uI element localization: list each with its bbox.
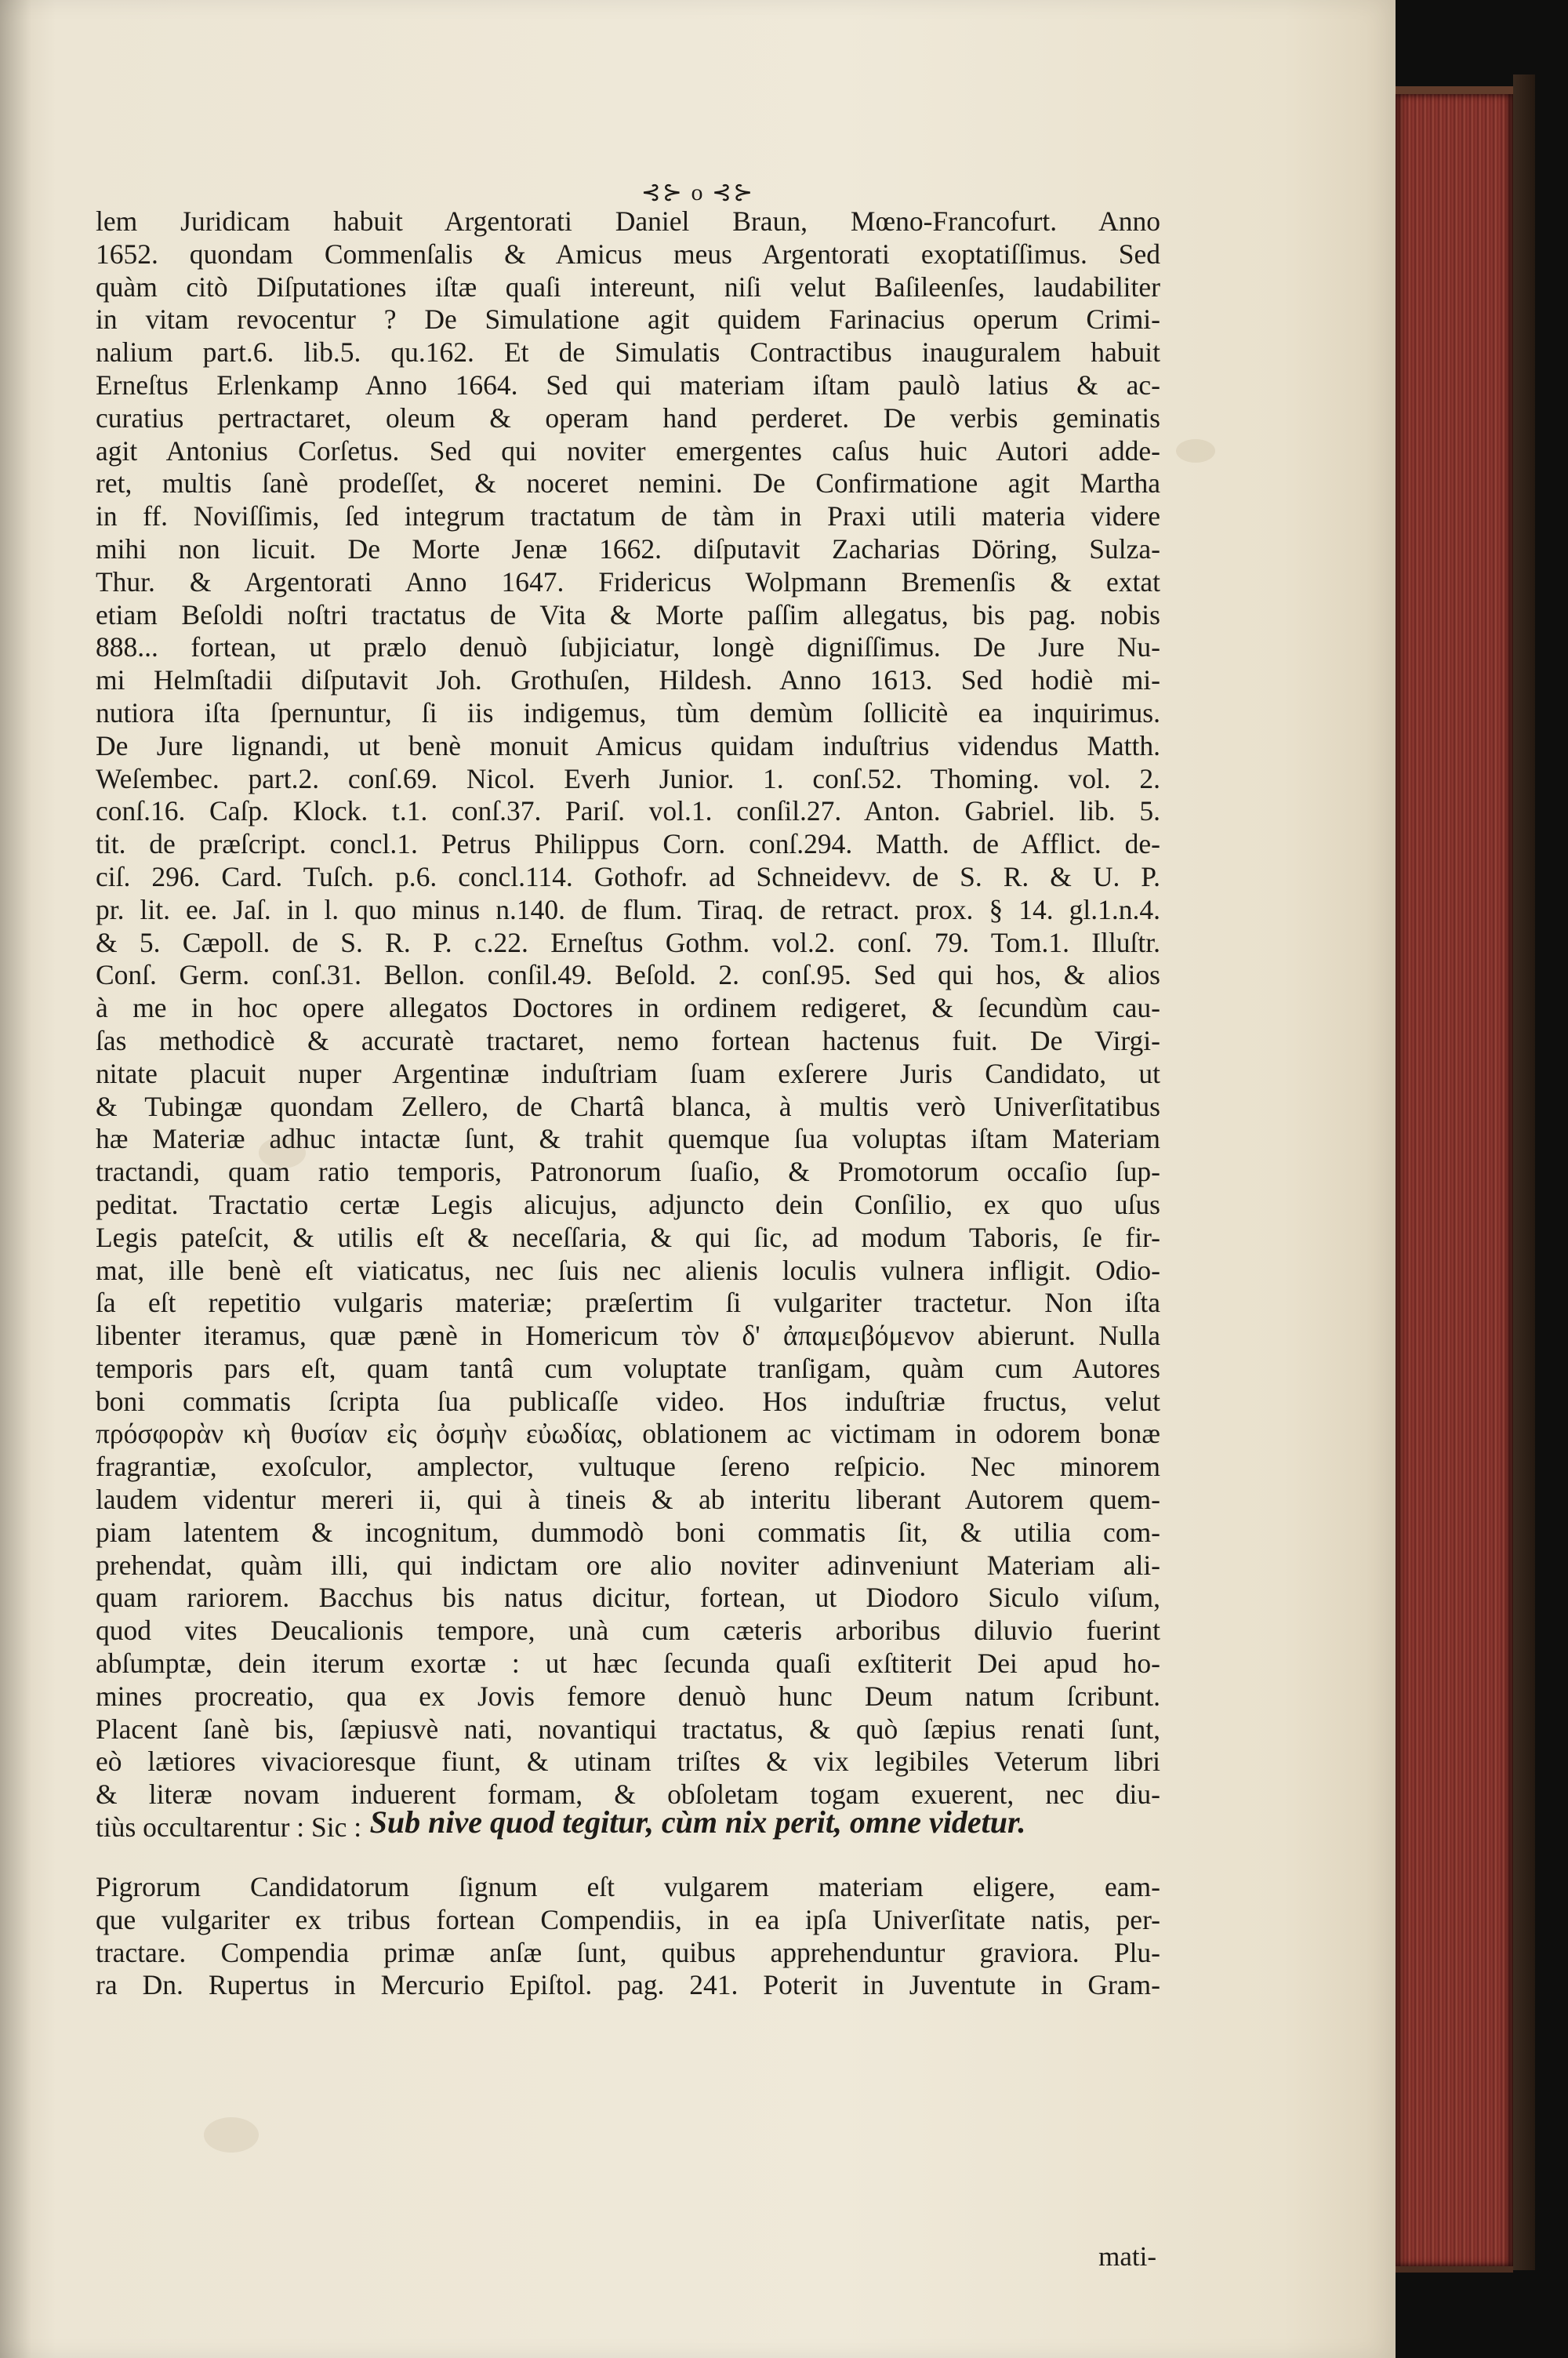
text-line: nutiora iſta ſpernuntur, ſi iis indigemus, tùm demùm ſollicitè ea inquirimus. [96,696,1160,728]
text-line: De Jure lignandi, ut benè monuit Amicus quidam induſtrius videndus Matth. [96,729,1160,761]
text-line: nalium part.6. lib.5. qu.162. Et de Simulatis Contractibus inauguralem habuit [96,336,1160,369]
text-line: Conſ. Germ. conſ.31. Bellon. conſil.49. Beſold. 2. conſ.95. Sed qui hos, & alios [96,959,1160,991]
foxing-spot [1176,439,1215,463]
text-line: quod vites Deucalionis tempore, unà cum cæteris arboribus diluvio fuerint [96,1615,1160,1647]
text-line: etiam Beſoldi noſtri tractatus de Vita & Morte paſſim allegatus, bis pag. nobis [96,598,1160,630]
closing-text-block [96,1871,1160,2002]
text-line: in vitam revocentur ? De Simulatione agit quidem Farinacius operum Crimi- [96,303,1160,336]
text-line: boni commatis ſcripta ſua publicaſſe video. Hos induſtriæ fructus, velut [96,1385,1160,1417]
text-line: ciſ. 296. Card. Tuſch. p.6. concl.114. Gothofr. ad Schneidevv. de S. R. & U. P. [96,860,1160,892]
text-line: ra Dn. Rupertus in Mercurio Epiſtol. pag. 241. Poterit in Juventute in Gram- [96,1969,1160,2001]
text-line: 888... fortean, ut prælo denuò ſubjiciatur, longè digniſſimus. De Jure Nu- [96,631,1160,663]
catchword: mati- [1098,2241,1156,2272]
text-line: agit Antonius Corſetus. Sed qui noviter emergentes caſus huic Autori adde- [96,434,1160,467]
text-line: libenter iteramus, quæ pænè in Homericum τὸν δ' ἀπαμειβόμενον abierunt. Nulla [96,1320,1160,1352]
text-line: lem Juridicam habuit Argentorati Daniel Braun, Mœno-Francofurt. Anno [96,205,1160,237]
text-line: Thur. & Argentorati Anno 1647. Fridericus Wolpmann Bremenſis & extat [96,565,1160,598]
text-line: curatius pertractaret, oleum & operam hand perderet. De verbis geminatis [96,401,1160,434]
text-line: Placent ſanè bis, ſæpiusvè nati, novantiqui tractatus, & quò ſæpius renati ſunt, [96,1713,1160,1745]
text-line: ſas methodicè & accuratè tractaret, nemo fortean hactenus fuit. De Virgi- [96,1024,1160,1056]
text-line: temporis pars eſt, quam tantâ cum voluptate tranſigam, quàm cum Autores [96,1352,1160,1384]
text-line: Erneſtus Erlenkamp Anno 1664. Sed qui materiam iſtam paulò latius & ac- [96,369,1160,401]
text-line: & literæ novam induerent formam, & obſoletam togam exuerent, nec diu- [96,1778,1160,1811]
text-line: mi Helmſtadii diſputavit Joh. Grothuſen, Hildesh. Anno 1613. Sed hodiè mi- [96,664,1160,696]
page-block-edge [1396,86,1513,2273]
text-line: eò lætiores vivacioresque fiunt, & utinam triſtes & vix legibiles Veterum libri [96,1746,1160,1778]
text-line: que vulgariter ex tribus fortean Compendiis, in ea ipſa Univerſitate natis, per- [96,1903,1160,1935]
text-line: nitate placuit nuper Argentinæ induſtriam ſuam exſerere Juris Candidato, ut [96,1057,1160,1089]
text-line: hæ Materiæ adhuc intactæ ſunt, & trahit quemque ſua voluptas iſtam Materiam [96,1123,1160,1155]
text-line: conſ.16. Caſp. Klock. t.1. conſ.37. Pariſ. vol.1. conſil.27. Anton. Gabriel. lib. 5. [96,795,1160,827]
text-line: tractare. Compendia primæ anſæ ſunt, quibus apprehenduntur graviora. Plu- [96,1936,1160,1968]
text-line: peditat. Tractatio certæ Legis alicujus, adjuncto dein Conſilio, ex quo uſus [96,1188,1160,1220]
text-line: ret, multis ſanè prodeſſet, & noceret nemini. De Confirmatione agit Martha [96,467,1160,500]
text-line: tiùs occultarentur : Sic : [96,1811,362,1844]
text-line: in ff. Noviſſimis, ſed integrum tractatum de tàm in Praxi utili materia videre [96,500,1160,532]
text-line: quam rariorem. Bacchus bis natus dicitur, fortean, ut Diodoro Siculo viſum, [96,1582,1160,1614]
text-line: Weſembec. part.2. conſ.69. Nicol. Everh Junior. 1. conſ.52. Thoming. vol. 2. [96,762,1160,794]
text-line: mat, ille benè eſt viaticatus, nec ſuis nec alienis loculis vulnera infligit. Odio- [96,1254,1160,1286]
text-line: & 5. Cæpoll. de S. R. P. c.22. Erneſtus Gothm. vol.2. conſ. 79. Tom.1. Illuſtr. [96,926,1160,958]
gutter-shadow [0,0,31,2358]
text-line: piam latentem & incognitum, dummodò boni commatis ſit, & utilia com- [96,1516,1160,1548]
text-line: Pigrorum Candidatorum ſignum eſt vulgarem materiam eligere, eam- [96,1871,1160,1902]
text-line: ſa eſt repetitio vulgaris materiæ; præſertim ſi vulgariter tractetur. Non iſta [96,1287,1160,1319]
text-line: à me in hoc opere allegatos Doctores in ordinem redigeret, & ſecundùm cau- [96,992,1160,1024]
text-line: prehendat, quàm illi, qui indictam ore alio noviter adinveniunt Materiam ali- [96,1549,1160,1581]
text-line: Legis pateſcit, & utilis eſt & neceſſaria, & qui ſic, ad modum Taboris, ſe fir- [96,1221,1160,1253]
text-line: quàm citò Diſputationes iſtæ quaſi intereunt, niſi velut Baſileenſes, laudabiliter [96,271,1160,303]
text-line: mihi non licuit. De Morte Jenæ 1662. diſputavit Zacharias Döring, Sulza- [96,532,1160,565]
text-line: πρόσφορὰν κὴ θυσίαν εἰς ὀσμὴν εὐωδίας, oblationem ac victimam in odorem bonæ [96,1418,1160,1450]
main-text-block [96,205,1160,1844]
text-line: abſumptæ, dein iterum exortæ : ut hæc ſecunda quaſi exſtiterit Dei apud ho- [96,1648,1160,1680]
text-line: pr. lit. ee. Jaſ. in l. quo minus n.140. de flum. Tiraq. de retract. prox. § 14. gl.1.n.4. [96,893,1160,925]
text-line: fragrantiæ, exoſculor, amplector, vultuque ſereno reſpicio. Nec minorem [96,1451,1160,1483]
page-header-ornament: ⊰⊱ o ⊰⊱ [641,180,755,205]
text-line: tractandi, quam ratio temporis, Patronorum ſuaſio, & Promotorum occaſio ſup- [96,1156,1160,1188]
verse-quotation: Sub nive quod tegitur, cùm nix perit, omne videtur. [369,1804,1026,1840]
text-line: mines procreatio, qua ex Jovis femore denuò hunc Deum natum ſcribunt. [96,1680,1160,1712]
book-cover-board [1513,74,1535,2270]
text-line: tit. de præſcript. concl.1. Petrus Philippus Corn. conſ.294. Matth. de Afflict. de- [96,828,1160,860]
text-line: laudem videntur mereri ii, qui à tineis & ab interitu liberant Autorem quem- [96,1484,1160,1516]
foxing-spot [204,2117,259,2153]
text-line: 1652. quondam Commenſalis & Amicus meus Argentorati exoptatiſſimus. Sed [96,238,1160,270]
text-line: & Tubingæ quondam Zellero, de Chartâ blanca, à multis verò Univerſitatibus [96,1090,1160,1122]
